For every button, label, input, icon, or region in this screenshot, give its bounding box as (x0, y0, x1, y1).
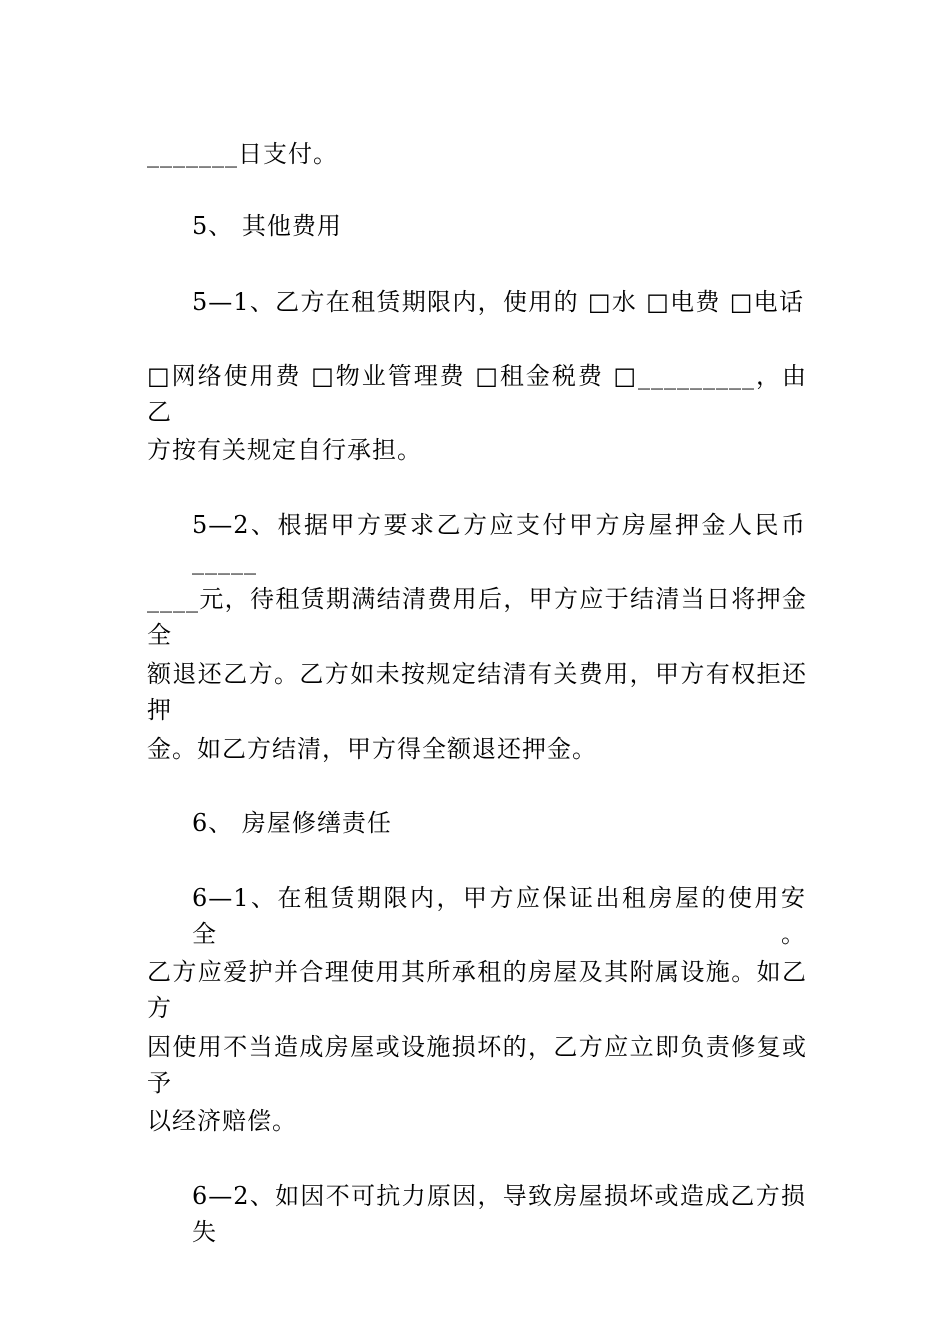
text-line: _______日支付。 (147, 140, 338, 168)
clause-line: 额退还乙方。乙方如未按规定结清有关费用，甲方有权拒还押 (147, 660, 807, 724)
clause-line: 5—2、根据甲方要求乙方应支付甲方房屋押金人民币_____ (192, 511, 806, 575)
clause-line: 6—2、如因不可抗力原因，导致房屋损坏或造成乙方损失 (192, 1182, 806, 1246)
clause-line: 乙方应爱护并合理使用其所承租的房屋及其附属设施。如乙方 (147, 958, 807, 1022)
section-heading: 5、 其他费用 (192, 212, 342, 240)
clause-line: 6—1、在租赁期限内，甲方应保证出租房屋的使用安全。 (192, 884, 806, 948)
clause-line: 因使用不当造成房屋或设施损坏的，乙方应立即负责修复或予 (147, 1033, 807, 1097)
clause-line: 5—1、乙方在租赁期限内，使用的 □水 □电费 □电话 (192, 288, 804, 316)
clause-line: 以经济赔偿。 (147, 1107, 297, 1135)
clause-line: 方按有关规定自行承担。 (147, 436, 422, 464)
section-heading: 6、 房屋修缮责任 (192, 809, 392, 837)
clause-line: □网络使用费 □物业管理费 □租金税费 □_________，由乙 (147, 362, 807, 426)
clause-line: ____元，待租赁期满结清费用后，甲方应于结清当日将押金全 (147, 585, 807, 649)
clause-line: 金。如乙方结清，甲方得全额退还押金。 (147, 735, 597, 763)
